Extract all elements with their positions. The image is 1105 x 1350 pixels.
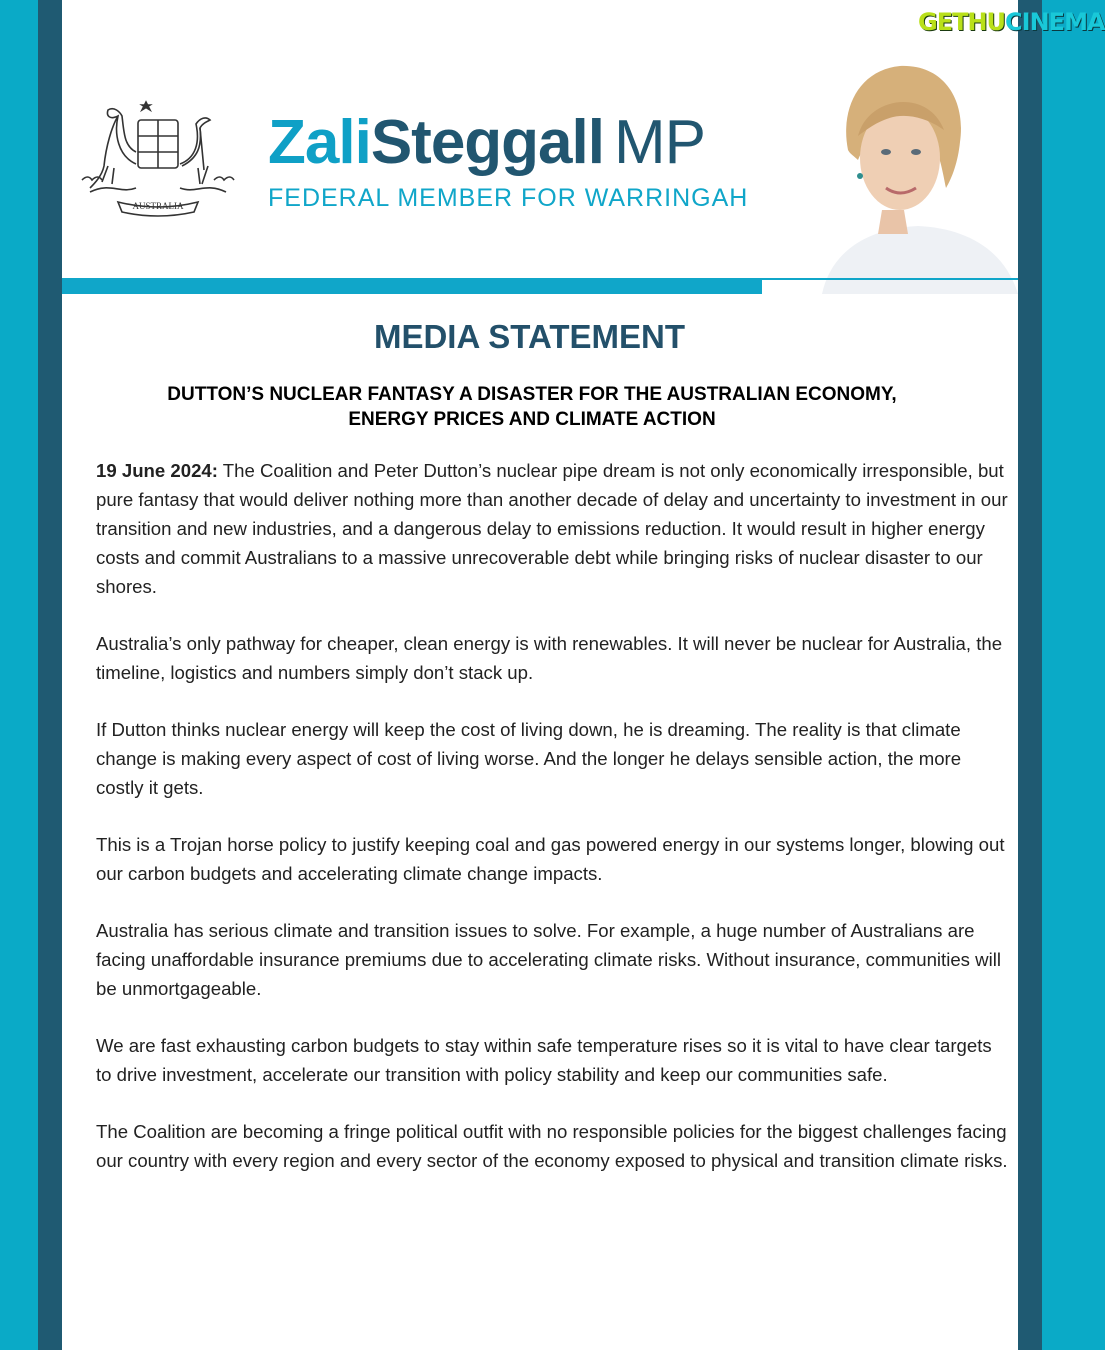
paragraph-1-text: The Coalition and Peter Dutton’s nuclear pipe dream is not only economically irresponsible, but pure fantasy that would deliver nothing more than another decade of delay and uncertainty to investment in our transition and new industries, and a dangerous delay to emissions reduction. It would result in higher energy costs and commit Australians to a massive unrecoverable debt while bringing risks of nuclear disaster to our shores. bbox=[96, 460, 1008, 597]
watermark-part-1: GETHU bbox=[918, 8, 1006, 36]
headline-line-1: DUTTON’S NUCLEAR FANTASY A DISASTER FOR THE AUSTRALIAN ECONOMY, bbox=[167, 384, 897, 405]
coat-of-arms-icon bbox=[68, 92, 248, 224]
paragraph-5: Australia has serious climate and transition issues to solve. For example, a huge number of Australians are facing unaffordable insurance premiums due to accelerating climate risks. Without insurance, communities will be unmortgageable. bbox=[96, 920, 1001, 999]
member-first-name: Zali bbox=[268, 108, 371, 177]
paragraph-2: Australia’s only pathway for cheaper, clean energy is with renewables. It will never be nuclear for Australia, the timeline, logistics and numbers simply don’t stack up. bbox=[96, 633, 1003, 683]
paragraph-1 bbox=[96, 456, 1011, 601]
watermark-logo bbox=[918, 8, 1105, 36]
paragraph-7: The Coalition are becoming a fringe political outfit with no responsible policies for the biggest challenges facing our country with every region and every sector of the economy exposed to physical and transition climate risks. bbox=[96, 1121, 1008, 1171]
brand-block bbox=[268, 108, 748, 213]
headline-line-2: ENERGY PRICES AND CLIMATE ACTION bbox=[348, 409, 716, 430]
member-last-name: Steggall bbox=[370, 108, 604, 177]
statement-type-title: MEDIA STATEMENT bbox=[373, 318, 686, 355]
member-portrait bbox=[762, 40, 1018, 294]
header-divider bbox=[62, 278, 762, 294]
statement-headline bbox=[82, 382, 982, 432]
statement-body bbox=[96, 456, 1011, 1203]
member-name bbox=[268, 108, 748, 178]
watermark-part-2: CINEMA bbox=[1005, 8, 1105, 36]
electorate-subtitle: FEDERAL MEMBER FOR WARRINGAH bbox=[268, 184, 749, 212]
member-title-suffix: MP bbox=[613, 108, 705, 177]
media-statement-page bbox=[62, 0, 1018, 1350]
statement-date: 19 June 2024: bbox=[96, 460, 218, 481]
crest-label: AUSTRALIA bbox=[132, 201, 184, 211]
frame-band-right bbox=[1018, 0, 1042, 1350]
frame-band-left bbox=[38, 0, 62, 1350]
paragraph-4: This is a Trojan horse policy to justify keeping coal and gas powered energy in our systems longer, blowing out our carbon budgets and accelerating climate change impacts. bbox=[96, 834, 1005, 884]
paragraph-3: If Dutton thinks nuclear energy will keep the cost of living down, he is dreaming. The reality is that climate change is making every aspect of cost of living worse. And the longer he delays sensible action, the more costly it gets. bbox=[96, 719, 962, 798]
paragraph-6: We are fast exhausting carbon budgets to stay within safe temperature rises so it is vital to have clear targets to drive investment, accelerate our transition with policy stability and keep our communities safe. bbox=[96, 1035, 992, 1085]
